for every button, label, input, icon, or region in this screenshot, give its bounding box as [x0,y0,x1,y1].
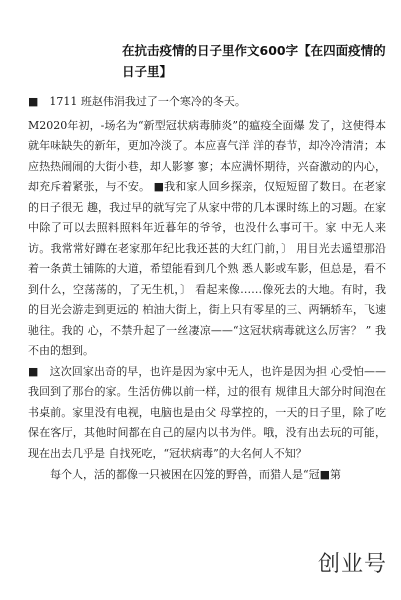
paragraph-3: ■ 这次回家出奇的早，也许是因为家中无人，也许是因为担 心受怕——我回到了那台的家。生活仿佛以前一样，过的很有 规律且大部分时间泡在书桌前。家里没有电视，电脑也是由父 母掌控的，一天的日子里，除了吃保在客厅，其他时间都在自己的屋内以书为伴。哦，没有出去玩的可能，现在出去几乎是 自找死吃，“冠状病毒”的大名何人不知？ [28,364,386,460]
paragraph-1: ■ 1711 班赵伟涓我过了一个寒冷的冬天。 [28,95,246,108]
paragraph-2: M2020年初，-场名为“新型冠状病毒肺炎”的瘟疫全面爆 发了，这使得本就年味缺失的新年，更加冷淡了。本应喜气洋 洋的春节，却冷冷清清；本应热热闹闹的大街小巷，却人影寥 寥；本应满怀期待，兴奋激动的内心，却充斥着紧张，与不安。 ■我和家人回乡探亲，仅短短留了数日。在老家的日子很无 趣，我过早的就写完了从家中带的几本课时练上的习题。在家 中除了可以去照料照料年近暮年的爷爷，也没什么事可干。家 中无人来访。我常常好蹲在老家那年纪比我还甚的大红门前，〕 用目光去遥望那沿着一条黄土铺陈的大道，希望能看到几个熟 悉人影或车影，但总是，看不到什么，空荡荡的，了无生机，〕 看起来像……像死去的大地。有时，我的目光会游走到更远的 柏油大街上，街上只有零星的三、两辆轿车，飞速驰往。我的 心，不禁升起了一丝凄凉——“这冠状病毒就这么厉害？ ” 我 不由的想到。 [28,118,386,357]
paragraph-4: 每个人，活的都像一只被困在囚笼的野兽，而猎人是“冠■第 [50,468,342,481]
article-title: 在抗击疫情的日子里作文600字【在四面疫情的日子里】 [122,43,386,79]
article-body [28,92,386,486]
watermark-logo: 创业号 [317,552,387,577]
